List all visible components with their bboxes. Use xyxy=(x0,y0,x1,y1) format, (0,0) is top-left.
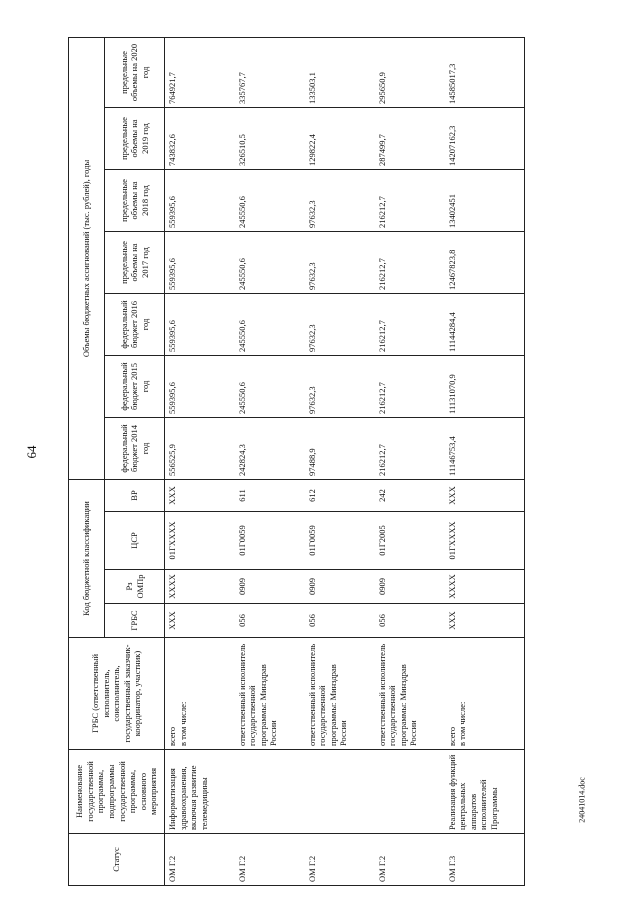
cell-2014: 556525,9 xyxy=(165,417,235,479)
cell-name: Информатизация здравоохранения, включая развитие телемедицины xyxy=(165,750,235,834)
table-body xyxy=(165,37,525,885)
cell-rz: 0909 xyxy=(235,570,305,604)
cell-2016: 97632,3 xyxy=(305,293,375,355)
cell-rz: ХХХХ xyxy=(165,570,235,604)
cell-name xyxy=(235,750,305,834)
cell-2014: 242824,3 xyxy=(235,417,305,479)
header-2017: предельные объемы на 2017 год xyxy=(105,231,165,293)
table-row xyxy=(305,37,375,885)
header-grbs-full: ГРБС (ответственный исполнитель, соисполнитель, государственный заказчик-координатор, участник) xyxy=(69,638,165,750)
cell-2017: 559395,6 xyxy=(165,231,235,293)
cell-2020: 295650,9 xyxy=(375,37,445,107)
cell-2018: 13402451 xyxy=(445,169,525,231)
table-row xyxy=(375,37,445,885)
cell-rz: 0909 xyxy=(305,570,375,604)
cell-2014: 97488,9 xyxy=(305,417,375,479)
header-2018: предельные объемы на 2018 год xyxy=(105,169,165,231)
cell-2020: 764921,7 xyxy=(165,37,235,107)
cell-2019: 14207162,3 xyxy=(445,107,525,169)
cell-vr: 612 xyxy=(305,479,375,511)
cell-status: ОМ Г.2 xyxy=(305,834,375,886)
cell-rz: 0909 xyxy=(375,570,445,604)
cell-2016: 216212,7 xyxy=(375,293,445,355)
cell-vr: ХХХ xyxy=(165,479,235,511)
cell-2017: 216212,7 xyxy=(375,231,445,293)
header-budget-group: Объемы бюджетных ассигнований (тыс. рублей), годы xyxy=(69,37,105,479)
header-rz: Рз ОМПр xyxy=(105,570,165,604)
budget-table xyxy=(68,37,525,886)
cell-2018: 245550,6 xyxy=(235,169,305,231)
cell-csr: 01Г0059 xyxy=(235,512,305,570)
cell-2019: 129822,4 xyxy=(305,107,375,169)
cell-status: ОМ Г.2 xyxy=(375,834,445,886)
cell-2016: 559395,6 xyxy=(165,293,235,355)
header-2020: предельные объемы на 2020 год xyxy=(105,37,165,107)
cell-2014: 11146753,4 xyxy=(445,417,525,479)
cell-grbs: 056 xyxy=(305,604,375,638)
cell-vr: 242 xyxy=(375,479,445,511)
header-csr: ЦСР xyxy=(105,512,165,570)
cell-participant: ответственный исполнитель государственной программы: Минздрав России xyxy=(235,638,305,750)
cell-2016: 11144284,4 xyxy=(445,293,525,355)
cell-2015: 559395,6 xyxy=(165,355,235,417)
cell-csr: 01Г2005 xyxy=(375,512,445,570)
cell-grbs: 056 xyxy=(375,604,445,638)
cell-2015: 216212,7 xyxy=(375,355,445,417)
footer-filename: 24041014.doc xyxy=(577,777,587,823)
cell-2016: 245550,6 xyxy=(235,293,305,355)
cell-participant: ответственный исполнитель государственной программы: Минздрав России xyxy=(305,638,375,750)
cell-grbs: ХХХ xyxy=(165,604,235,638)
cell-2019: 326510,5 xyxy=(235,107,305,169)
table-container xyxy=(68,38,588,886)
cell-2020: 335767,7 xyxy=(235,37,305,107)
header-vr: ВР xyxy=(105,479,165,511)
cell-status: ОМ Г.3 xyxy=(445,834,525,886)
cell-csr: 01ГХХХХ xyxy=(445,512,525,570)
header-2016: федеральный бюджет 2016 год xyxy=(105,293,165,355)
cell-vr: ХХХ xyxy=(445,479,525,511)
cell-status: ОМ Г.2 xyxy=(235,834,305,886)
cell-2014: 216212,7 xyxy=(375,417,445,479)
table-row xyxy=(235,37,305,885)
cell-name xyxy=(375,750,445,834)
cell-vr: 611 xyxy=(235,479,305,511)
cell-rz: ХХХХ xyxy=(445,570,525,604)
header-code-group: Код бюджетной классификации xyxy=(69,479,105,637)
cell-status: ОМ Г.2 xyxy=(165,834,235,886)
cell-participant: ответственный исполнитель государственной программы: Минздрав России xyxy=(375,638,445,750)
cell-2019: 743832,6 xyxy=(165,107,235,169)
header-2019: предельные объемы на 2019 год xyxy=(105,107,165,169)
cell-2018: 559395,6 xyxy=(165,169,235,231)
cell-2017: 97632,3 xyxy=(305,231,375,293)
cell-2020: 133503,1 xyxy=(305,37,375,107)
cell-grbs: ХХХ xyxy=(445,604,525,638)
cell-2015: 245550,6 xyxy=(235,355,305,417)
cell-2015: 97632,3 xyxy=(305,355,375,417)
header-name: Наименование государственной программы, подпрограммы государственной программы, основного мероприятия xyxy=(69,750,165,834)
cell-name xyxy=(305,750,375,834)
table-row xyxy=(165,37,235,885)
header-status: Статус xyxy=(69,834,165,886)
header-grbs: ГРБС xyxy=(105,604,165,638)
cell-grbs: 056 xyxy=(235,604,305,638)
cell-participant: всего в том числе: xyxy=(445,638,525,750)
cell-2019: 287499,7 xyxy=(375,107,445,169)
cell-2017: 12467823,8 xyxy=(445,231,525,293)
cell-2018: 97632,3 xyxy=(305,169,375,231)
cell-participant: всего в том числе: xyxy=(165,638,235,750)
cell-csr: 01Г0059 xyxy=(305,512,375,570)
cell-2015: 11131070,9 xyxy=(445,355,525,417)
table-row xyxy=(445,37,525,885)
header-2015: федеральный бюджет 2015 год xyxy=(105,355,165,417)
page-number: 64 xyxy=(24,445,39,459)
cell-2020: 14585017,3 xyxy=(445,37,525,107)
header-2014: федеральный бюджет 2014 год xyxy=(105,417,165,479)
cell-csr: 01ГХХХХ xyxy=(165,512,235,570)
cell-name: Реализация функций центральных аппаратов исполнителей Программы xyxy=(445,750,525,834)
rotated-page xyxy=(68,38,588,886)
cell-2018: 216212,7 xyxy=(375,169,445,231)
cell-2017: 245550,6 xyxy=(235,231,305,293)
